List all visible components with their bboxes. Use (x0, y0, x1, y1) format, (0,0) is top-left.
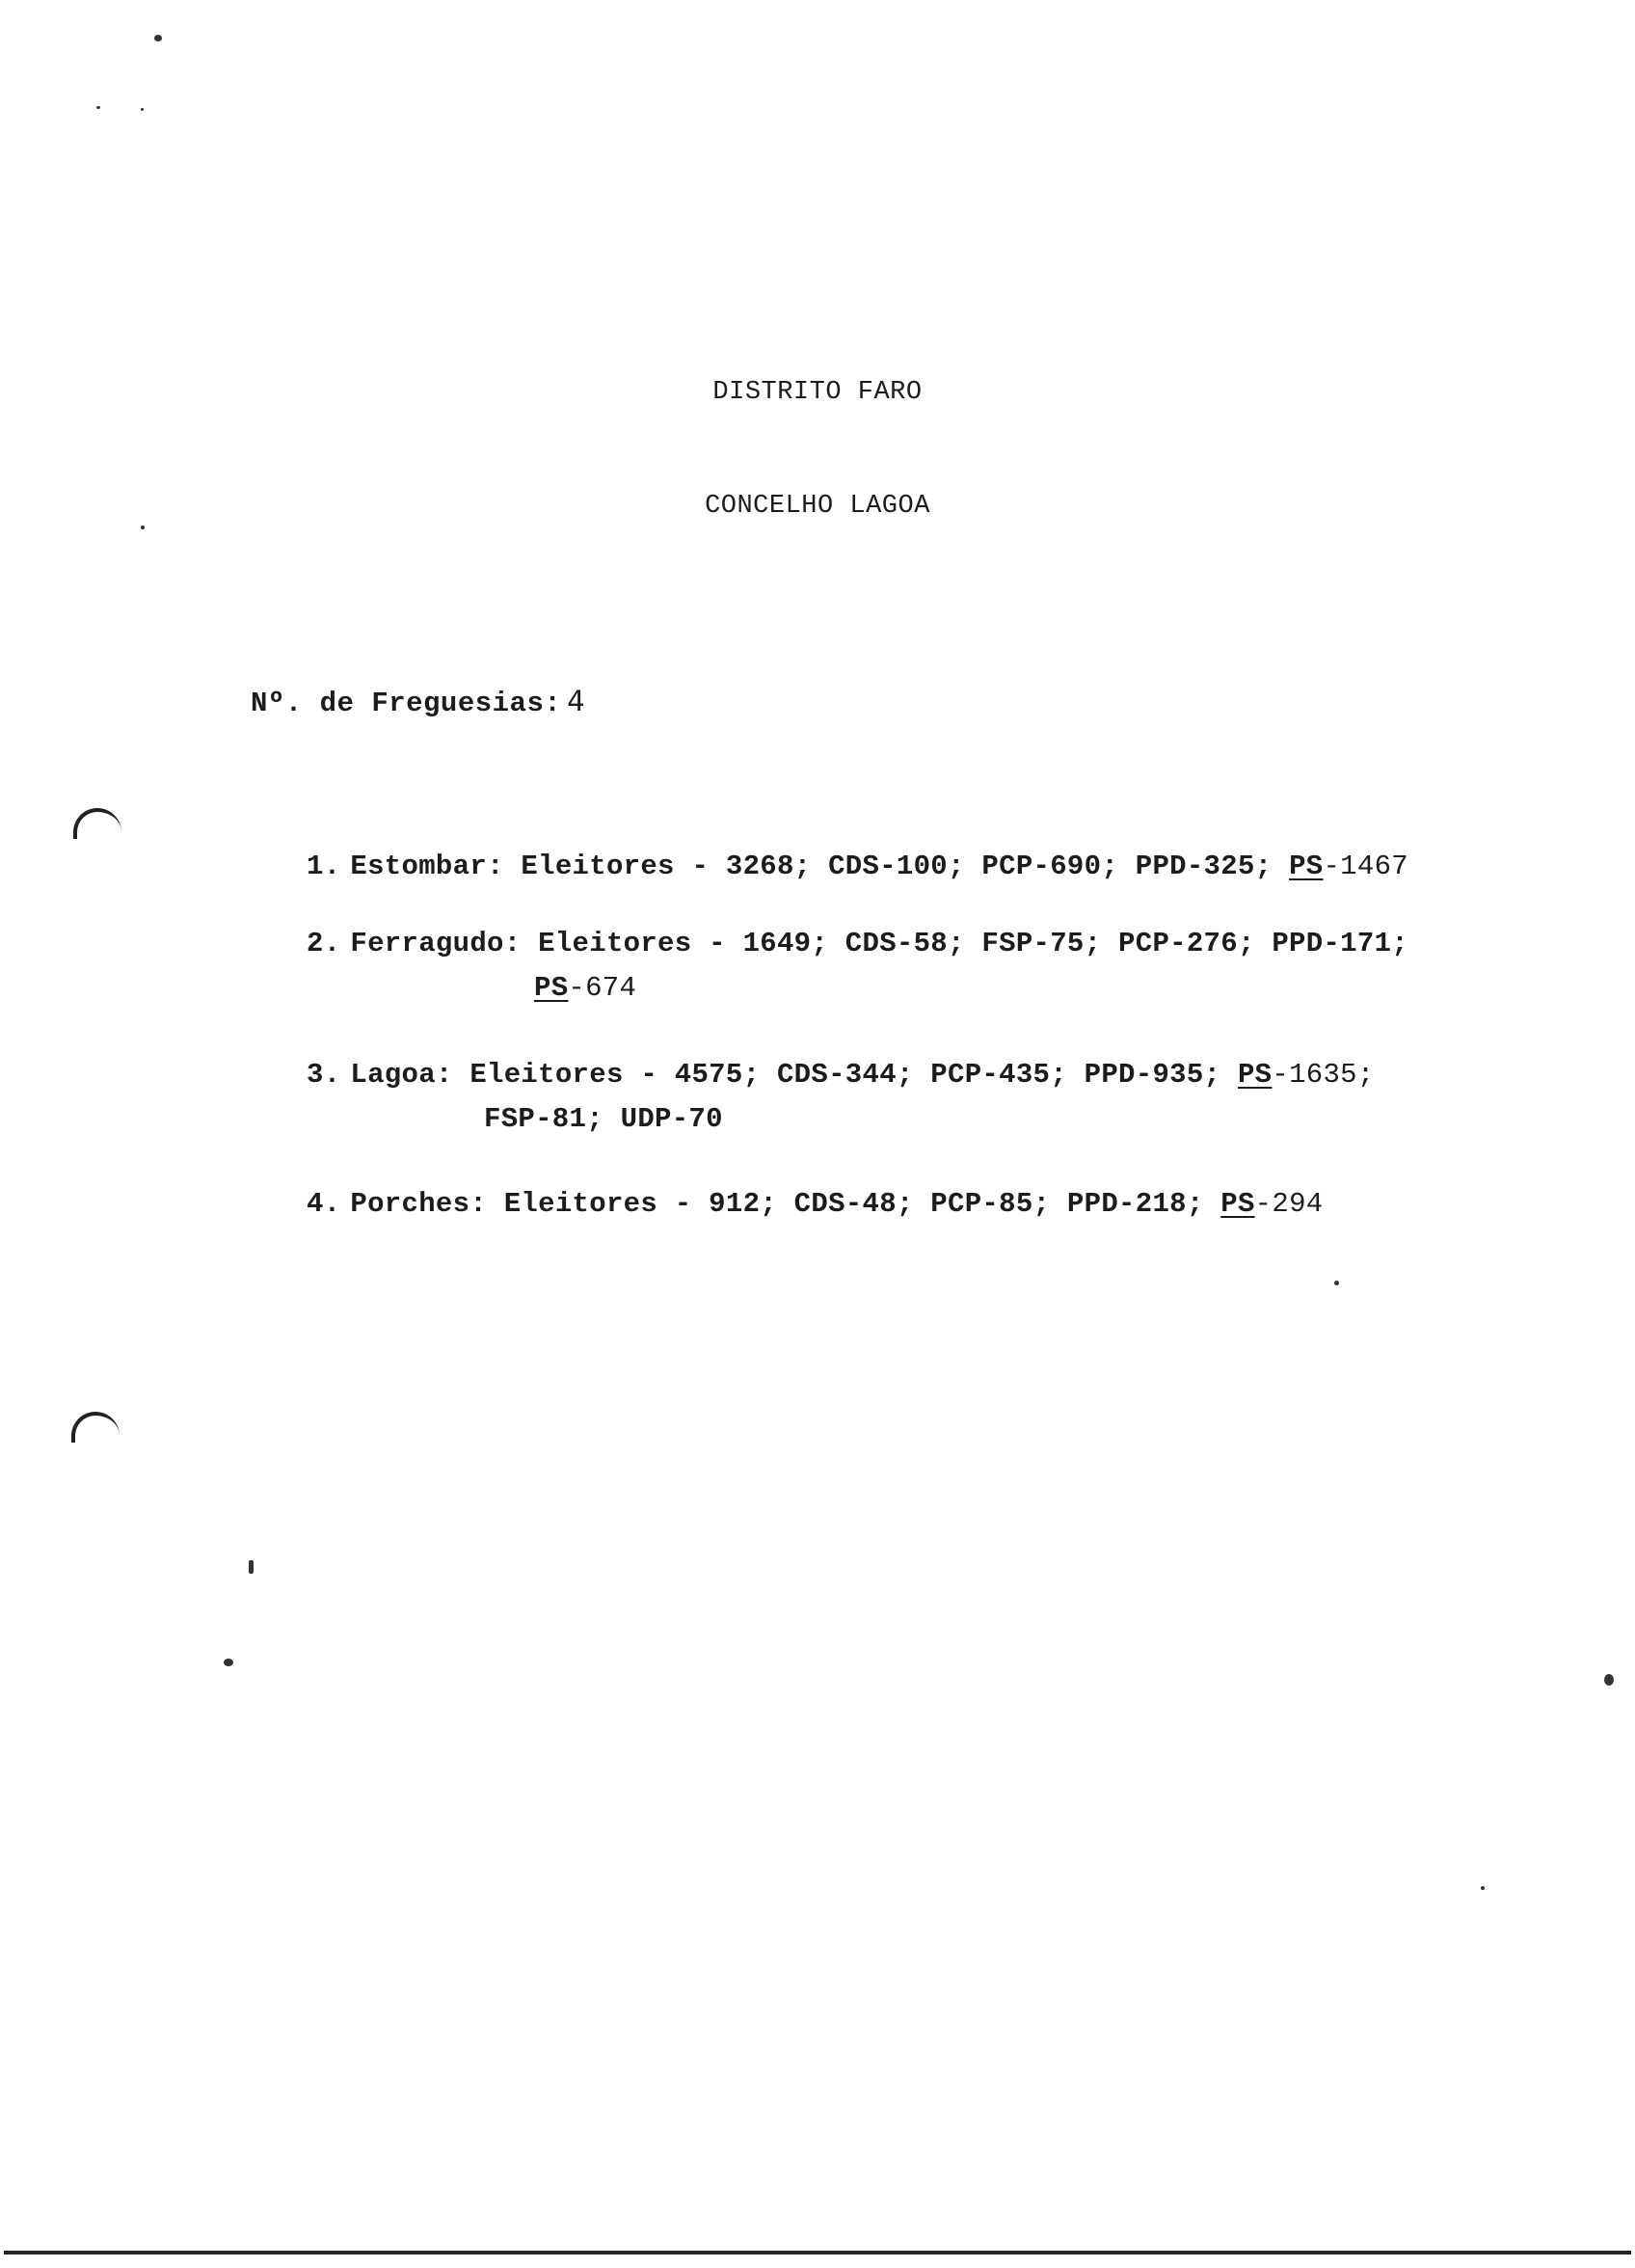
scan-speck (1481, 1886, 1485, 1890)
entry-number: 4. (307, 1188, 341, 1220)
entry-continuation: FSP-81; UDP-70 (484, 1103, 723, 1135)
ps-label: PS (1220, 1188, 1255, 1220)
parish-entry (307, 922, 1408, 1011)
parish-count-label: Nº. de Freguesias: (251, 688, 562, 719)
parish-entry (307, 845, 1408, 889)
ps-value: -674 (568, 972, 637, 1004)
scan-speck (1334, 1281, 1339, 1285)
scan-speck (96, 106, 100, 109)
scan-speck (141, 526, 145, 529)
footer-rule (4, 2251, 1631, 2254)
ps-value: -1635; (1272, 1059, 1375, 1091)
ps-value: -294 (1254, 1188, 1324, 1220)
entry-results: Lagoa: Eleitores - 4575; CDS-344; PCP-435; PPD-935; (350, 1059, 1221, 1091)
entry-number: 3. (307, 1059, 341, 1091)
ps-label: PS (1289, 850, 1324, 882)
district-title: DISTRITO FARO (712, 378, 923, 407)
entry-results: Estombar: Eleitores - 3268; CDS-100; PCP-690; PPD-325; (350, 850, 1273, 882)
parish-count-value: 4 (567, 685, 586, 717)
parish-count-line (251, 685, 585, 719)
ps-value: -1467 (1323, 850, 1408, 882)
punch-hole-mark (73, 808, 121, 839)
entry-number: 1. (307, 850, 341, 882)
entry-continuation (307, 966, 1408, 1011)
punch-hole-mark (71, 1412, 120, 1443)
entry-results: Ferragudo: Eleitores - 1649; CDS-58; FSP-75; PCP-276; PPD-171; (350, 928, 1408, 959)
parish-entry (307, 1053, 1375, 1142)
scan-speck (154, 35, 162, 41)
ps-label: PS (534, 972, 569, 1004)
council-title: CONCELHO LAGOA (705, 492, 930, 521)
scan-speck (224, 1659, 233, 1666)
parish-entry (307, 1182, 1323, 1227)
scan-speck (1604, 1674, 1614, 1686)
scan-speck (141, 108, 144, 111)
scan-speck (249, 1560, 254, 1574)
entry-number: 2. (307, 928, 341, 959)
ps-label: PS (1237, 1059, 1273, 1091)
entry-results: Porches: Eleitores - 912; CDS-48; PCP-85; PPD-218; (350, 1188, 1204, 1220)
